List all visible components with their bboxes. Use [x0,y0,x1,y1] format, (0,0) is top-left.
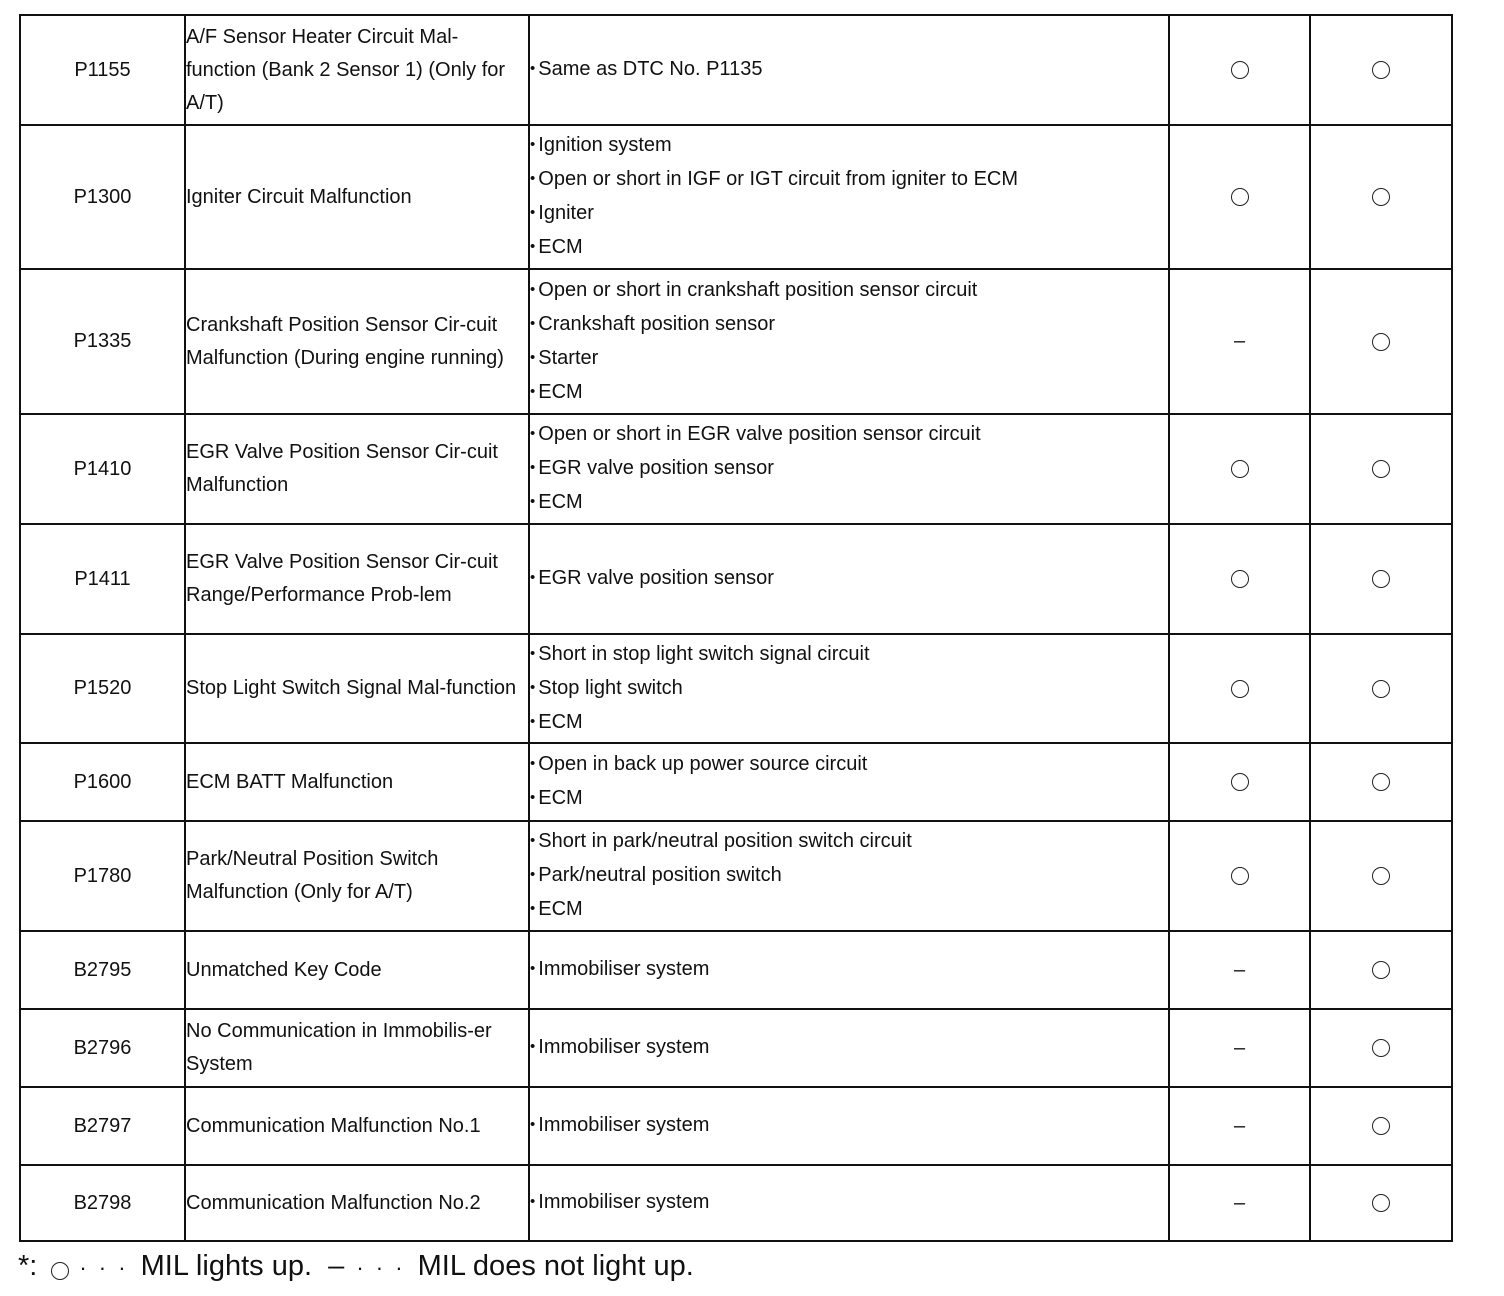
table-row [20,1087,1452,1165]
trouble-area-item: • ECM [530,706,1168,740]
trouble-areas [529,821,1169,931]
detection-item: Park/Neutral Position Switch Malfunction (Only for A/T) [185,821,529,931]
memory-indicator [1310,634,1452,743]
trouble-area-item: • Immobiliser system [530,1186,1168,1220]
table-row [20,931,1452,1009]
circle-icon [1231,460,1249,478]
trouble-area-item: • Short in stop light switch signal circuit [530,638,1168,672]
trouble-areas [529,524,1169,634]
trouble-areas [529,414,1169,524]
trouble-areas [529,743,1169,821]
dtc-code: P1520 [20,634,185,743]
dtc-code: P1300 [20,125,185,269]
table-row [20,15,1452,125]
mil-indicator [1169,821,1310,931]
table-row [20,1009,1452,1087]
trouble-area-item: • Park/neutral position switch [530,859,1168,893]
trouble-area-item: • Open or short in IGF or IGT circuit from igniter to ECM [530,163,1168,197]
trouble-areas [529,931,1169,1009]
circle-icon [1372,1194,1390,1212]
dtc-code: P1410 [20,414,185,524]
circle-icon [1372,61,1390,79]
trouble-area-item: • Igniter [530,197,1168,231]
dash-icon: – [1233,958,1246,981]
circle-icon [1372,773,1390,791]
mil-indicator [1169,269,1310,414]
detection-item: ECM BATT Malfunction [185,743,529,821]
table-row [20,634,1452,743]
memory-indicator [1310,1009,1452,1087]
mil-indicator [1169,1009,1310,1087]
mil-indicator [1169,743,1310,821]
legend-dash-text: MIL does not light up. [417,1250,694,1282]
dtc-code: B2796 [20,1009,185,1087]
dtc-code: B2797 [20,1087,185,1165]
table-row [20,125,1452,269]
trouble-area-item: • ECM [530,486,1168,520]
dash-icon: – [1233,1191,1246,1214]
legend-dots-2: · · · [356,1255,406,1280]
circle-icon [1231,570,1249,588]
trouble-area-item: • Stop light switch [530,672,1168,706]
circle-icon [1372,570,1390,588]
legend-circle-text: MIL lights up. [140,1250,313,1282]
table-row [20,269,1452,414]
detection-item: EGR Valve Position Sensor Cir-cuit Malfunction [185,414,529,524]
legend [18,1244,694,1290]
dtc-code: P1411 [20,524,185,634]
circle-icon [1372,1039,1390,1057]
dash-icon: – [328,1250,345,1282]
trouble-area-item: • Immobiliser system [530,1031,1168,1065]
memory-indicator [1310,1165,1452,1241]
memory-indicator [1310,414,1452,524]
memory-indicator [1310,1087,1452,1165]
trouble-area-item: • Crankshaft position sensor [530,308,1168,342]
trouble-area-item: • ECM [530,231,1168,265]
dtc-code: B2795 [20,931,185,1009]
mil-indicator [1169,524,1310,634]
trouble-areas [529,125,1169,269]
table-body [20,15,1452,1241]
trouble-area-item: • Same as DTC No. P1135 [530,53,1168,87]
mil-indicator [1169,15,1310,125]
legend-dots: · · · [79,1255,129,1280]
detection-item: Stop Light Switch Signal Mal-function [185,634,529,743]
trouble-areas [529,15,1169,125]
circle-icon [1372,867,1390,885]
detection-item: Communication Malfunction No.1 [185,1087,529,1165]
legend-prefix: *: [18,1250,38,1282]
table-row [20,821,1452,931]
dtc-code: P1335 [20,269,185,414]
circle-icon [1231,773,1249,791]
memory-indicator [1310,269,1452,414]
table-row [20,524,1452,634]
table-row [20,414,1452,524]
circle-icon [1231,867,1249,885]
detection-item: Igniter Circuit Malfunction [185,125,529,269]
dtc-code: P1600 [20,743,185,821]
mil-indicator [1169,634,1310,743]
detection-item: EGR Valve Position Sensor Cir-cuit Range/Performance Prob-lem [185,524,529,634]
mil-indicator [1169,125,1310,269]
memory-indicator [1310,743,1452,821]
memory-indicator [1310,524,1452,634]
circle-icon [1372,1117,1390,1135]
detection-item: No Communication in Immobilis-er System [185,1009,529,1087]
trouble-area-item: • Short in park/neutral position switch circuit [530,825,1168,859]
trouble-area-item: • Open in back up power source circuit [530,748,1168,782]
trouble-area-item: • Ignition system [530,129,1168,163]
trouble-area-item: • Immobiliser system [530,1109,1168,1143]
circle-icon [1231,680,1249,698]
trouble-areas [529,634,1169,743]
dtc-code: P1780 [20,821,185,931]
dtc-table [19,14,1453,1242]
dash-icon: – [1233,1114,1246,1137]
table-row [20,1165,1452,1241]
trouble-area-item: • Starter [530,342,1168,376]
trouble-areas [529,1165,1169,1241]
trouble-area-item: • EGR valve position sensor [530,452,1168,486]
dtc-code: B2798 [20,1165,185,1241]
trouble-area-item: • Open or short in crankshaft position sensor circuit [530,274,1168,308]
circle-icon [1372,961,1390,979]
trouble-area-item: • ECM [530,376,1168,410]
table-row [20,743,1452,821]
detection-item: Unmatched Key Code [185,931,529,1009]
detection-item: Crankshaft Position Sensor Cir-cuit Malfunction (During engine running) [185,269,529,414]
trouble-areas [529,1009,1169,1087]
circle-icon [1372,680,1390,698]
memory-indicator [1310,821,1452,931]
mil-indicator [1169,414,1310,524]
dash-icon: – [1233,330,1246,353]
mil-indicator [1169,1165,1310,1241]
memory-indicator [1310,15,1452,125]
trouble-area-item: • EGR valve position sensor [530,562,1168,596]
memory-indicator [1310,931,1452,1009]
detection-item: Communication Malfunction No.2 [185,1165,529,1241]
trouble-area-item: • ECM [530,782,1168,816]
mil-indicator [1169,1087,1310,1165]
circle-icon [1231,61,1249,79]
circle-icon [1372,188,1390,206]
trouble-areas [529,269,1169,414]
memory-indicator [1310,125,1452,269]
trouble-area-item: • Immobiliser system [530,953,1168,987]
circle-icon [1372,333,1390,351]
circle-icon [51,1262,69,1280]
circle-icon [1372,460,1390,478]
trouble-area-item: • Open or short in EGR valve position sensor circuit [530,418,1168,452]
mil-indicator [1169,931,1310,1009]
dtc-code: P1155 [20,15,185,125]
trouble-area-item: • ECM [530,893,1168,927]
dash-icon: – [1233,1036,1246,1059]
trouble-areas [529,1087,1169,1165]
detection-item: A/F Sensor Heater Circuit Mal-function (Bank 2 Sensor 1) (Only for A/T) [185,15,529,125]
circle-icon [1231,188,1249,206]
